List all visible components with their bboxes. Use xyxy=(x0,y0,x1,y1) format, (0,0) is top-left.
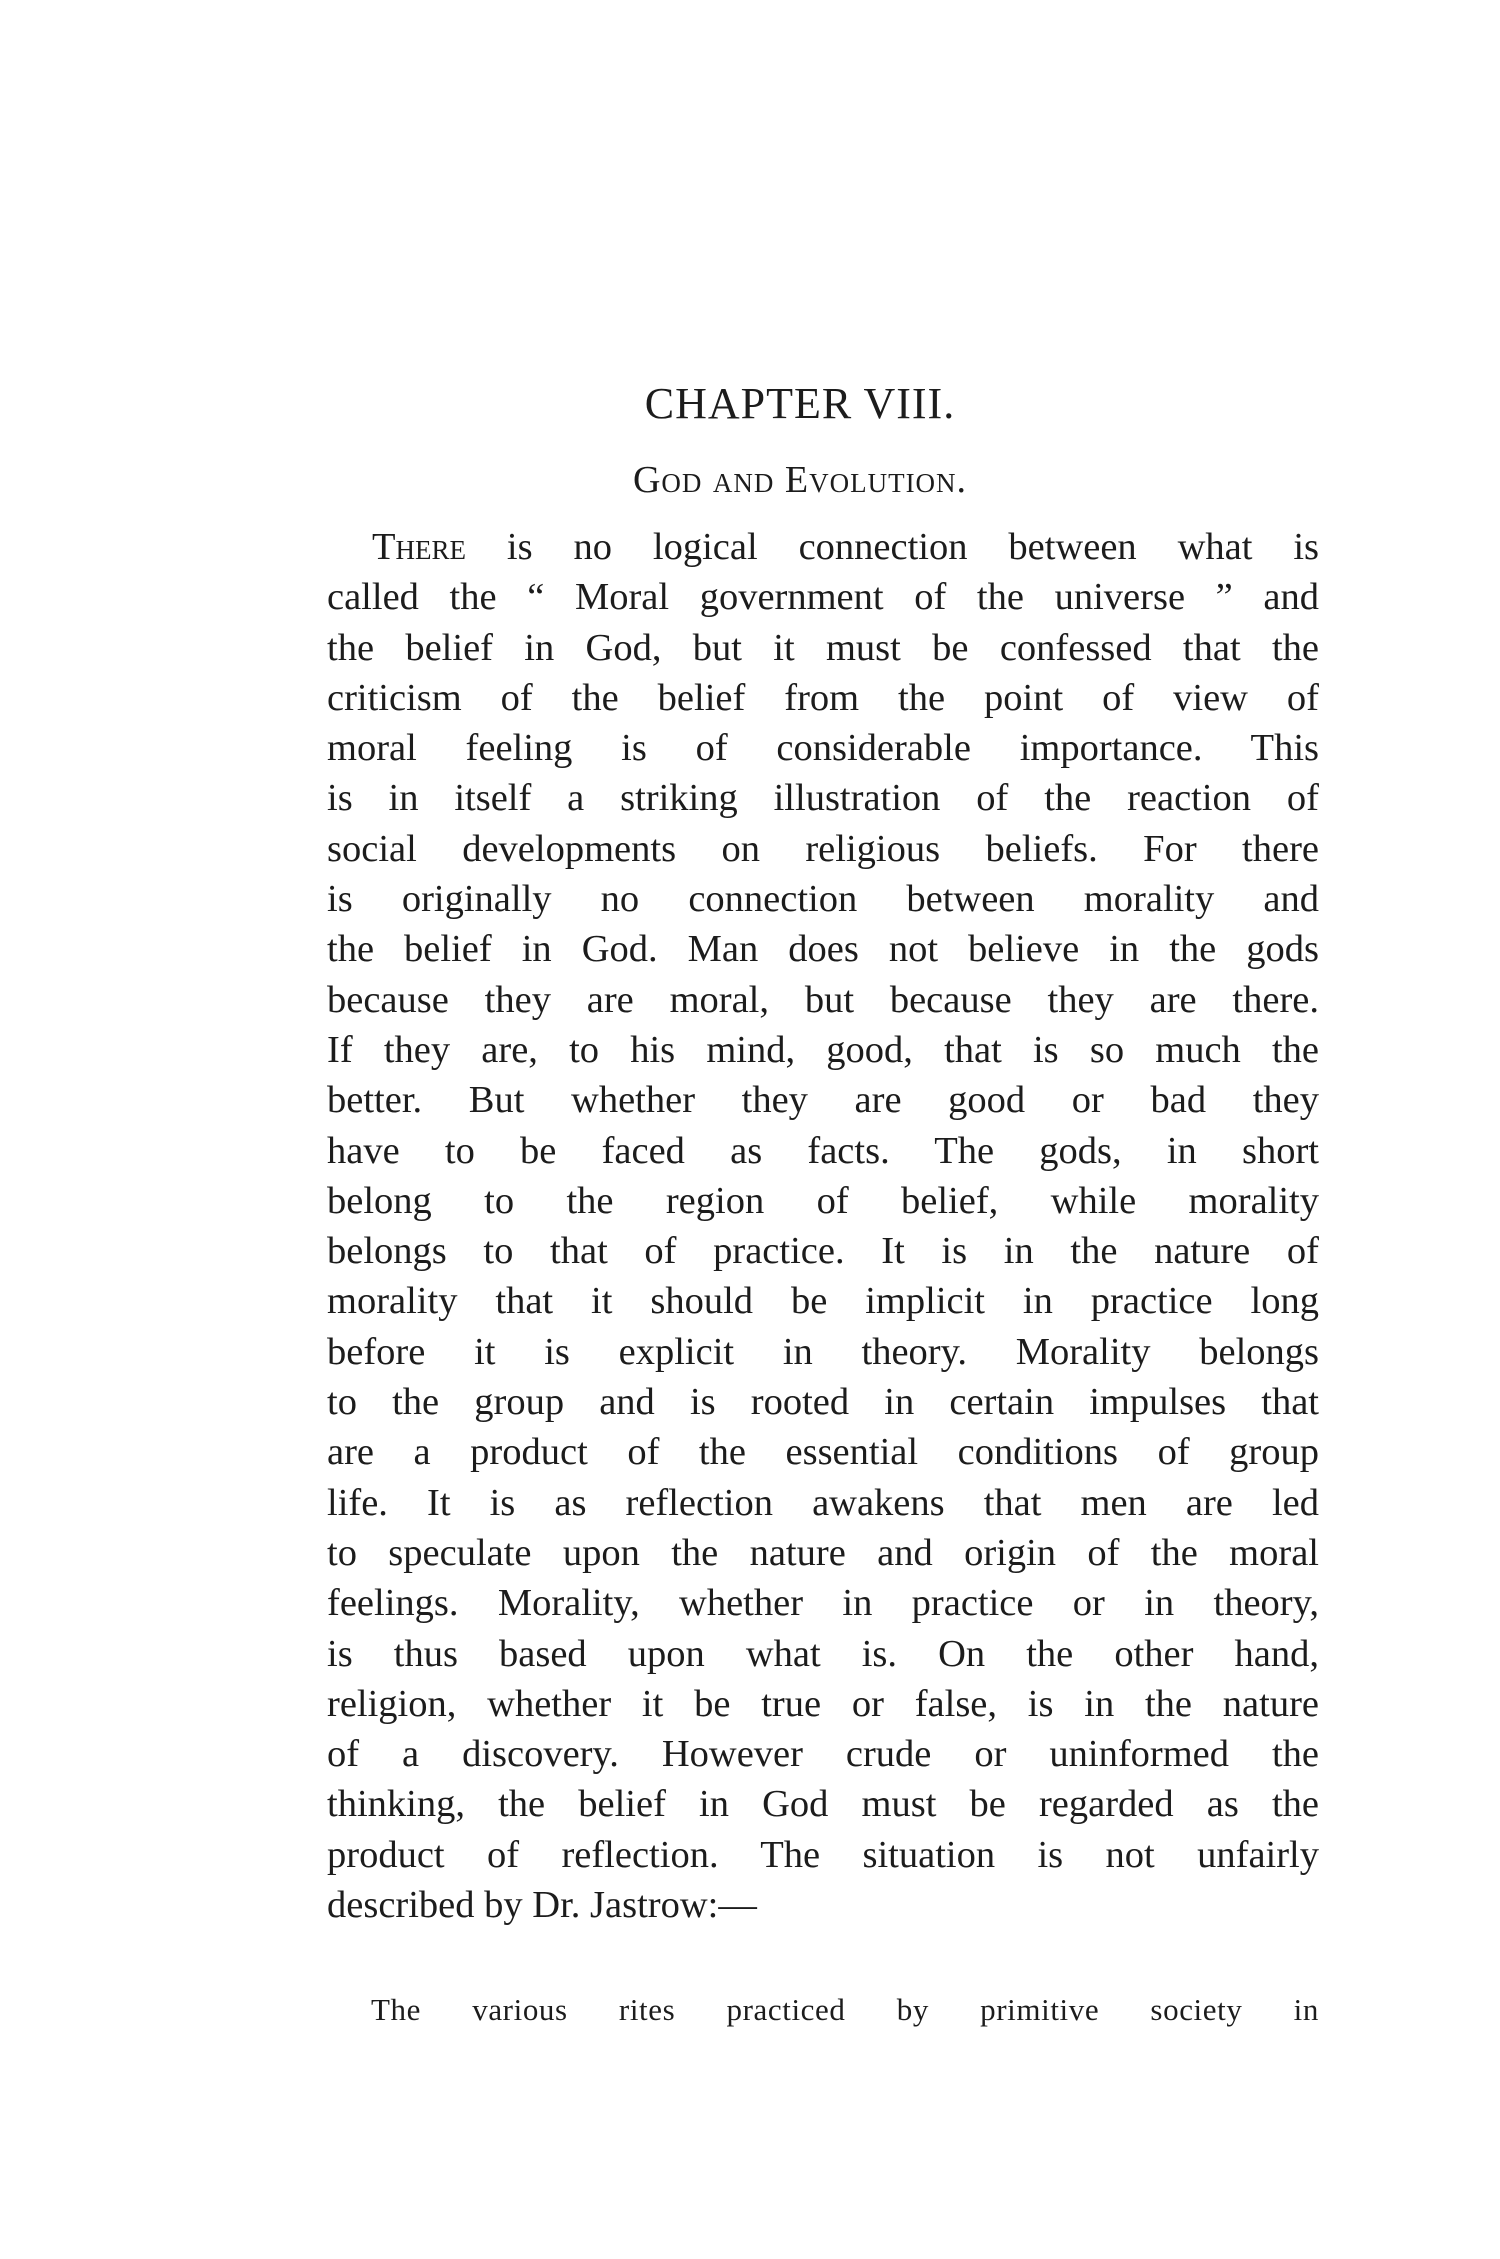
paragraph-line: called the “ Moral government of the universe ” and xyxy=(327,576,1319,619)
paragraph-line: moral feeling is of considerable importance. This xyxy=(327,727,1319,770)
paragraph-line: the belief in God, but it must be confessed that the xyxy=(327,626,1319,669)
paragraph-line: There is no logical connection between what is xyxy=(372,526,1319,568)
paragraph-line: is thus based upon what is. On the other hand, xyxy=(327,1632,1319,1675)
paragraph-first-word: There xyxy=(372,526,467,568)
paragraph-line: to the group and is rooted in certain impulses that xyxy=(327,1381,1319,1424)
paragraph-line: better. But whether they are good or bad they xyxy=(327,1079,1319,1122)
paragraph-line: feelings. Morality, whether in practice or in theory, xyxy=(327,1582,1319,1625)
paragraph-line: belong to the region of belief, while morality xyxy=(327,1179,1319,1222)
body-paragraph xyxy=(327,522,1319,1930)
paragraph-line: is in itself a striking illustration of the reaction of xyxy=(327,777,1319,820)
paragraph-line: life. It is as reflection awakens that men are led xyxy=(327,1481,1319,1524)
paragraph-line: to speculate upon the nature and origin of the moral xyxy=(327,1531,1319,1574)
paragraph-line: social developments on religious beliefs. For there xyxy=(327,827,1319,870)
chapter-subtitle: God and Evolution. xyxy=(632,459,968,501)
paragraph-line: are a product of the essential conditions of group xyxy=(327,1431,1319,1474)
paragraph-line: thinking, the belief in God must be regarded as the xyxy=(327,1783,1319,1826)
paragraph-line: is originally no connection between morality and xyxy=(327,878,1319,921)
paragraph-line: product of reflection. The situation is not unfairly xyxy=(327,1833,1319,1876)
paragraph-line: have to be faced as facts. The gods, in short xyxy=(327,1129,1319,1172)
paragraph-line: criticism of the belief from the point of view of xyxy=(327,676,1319,719)
quotation-first-line: The various rites practiced by primitive society in xyxy=(371,1992,1319,2027)
paragraph-line: If they are, to his mind, good, that is so much the xyxy=(327,1028,1319,1071)
chapter-title: CHAPTER VIII. xyxy=(644,379,956,428)
paragraph-line: morality that it should be implicit in practice long xyxy=(327,1280,1319,1323)
paragraph-line: religion, whether it be true or false, is in the nature xyxy=(327,1682,1319,1725)
paragraph-line: before it is explicit in theory. Morality belongs xyxy=(327,1330,1319,1373)
paragraph-line: described by Dr. Jastrow:— xyxy=(327,1884,757,1927)
paragraph-line: of a discovery. However crude or uninformed the xyxy=(327,1733,1319,1776)
paragraph-line: belongs to that of practice. It is in the nature of xyxy=(327,1230,1319,1273)
paragraph-line: because they are moral, but because they are there. xyxy=(327,978,1319,1021)
paragraph-line: the belief in God. Man does not believe in the gods xyxy=(327,928,1319,971)
